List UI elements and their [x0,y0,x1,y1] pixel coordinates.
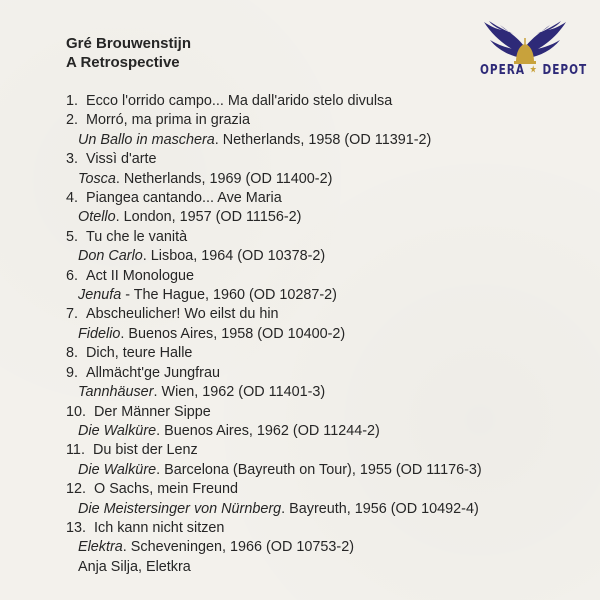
track-list [66,92,586,577]
opera-title: Jenufa [78,287,122,304]
opera-title: Die Meistersinger von Nürnberg [78,500,282,517]
track-title-line [66,403,586,422]
track-detail-line [66,325,586,344]
track-title-line [66,92,586,111]
opera-title: Tannhäuser [78,384,154,401]
recording-detail: - The Hague, 1960 (OD 10287-2) [121,287,337,304]
recording-detail: . Bayreuth, 1956 (OD 10492-4) [281,500,479,517]
credit-note: Anja Silja, Eletkra [78,558,191,575]
track-item [66,305,586,344]
track-number: 11. [66,442,85,459]
track-item [66,111,586,150]
star-icon: ★ [529,63,538,75]
track-title: Ecco l'orrido campo... Ma dall'arido stelo divulsa [86,93,393,109]
opera-title: Otello [78,209,116,226]
opera-title: Die Walküre [78,422,157,439]
track-title-line [66,305,586,324]
track-title: Vissì d'arte [86,151,157,168]
track-title: Dich, teure Halle [86,345,193,362]
track-number: 2. [66,112,79,129]
track-item [66,344,586,363]
track-title: Act II Monologue [86,267,195,284]
track-item [66,189,586,228]
track-title: Allmächt'ge Jungfrau [86,364,220,381]
track-detail-line [66,208,586,227]
track-item [66,267,586,306]
track-number: 6. [66,267,79,284]
track-title-line [66,480,586,499]
opera-title: Tosca [78,170,116,187]
track-detail-line [66,247,586,266]
track-number: 4. [66,190,79,207]
track-item [66,441,586,480]
recording-detail: . Barcelona (Bayreuth on Tour), 1955 (OD 11176-3) [156,461,482,478]
track-title: Der Männer Sippe [94,403,211,420]
track-detail-line [66,500,586,519]
artist-name: Gré Brouwenstijn [66,35,192,52]
recording-detail: . Netherlands, 1958 (OD 11391-2) [214,131,432,148]
track-number: 10. [66,403,87,420]
recording-detail: . Wien, 1962 (OD 11401-3) [153,384,326,401]
logo-word-depot: DEPOT [542,62,588,78]
track-item [66,480,586,519]
track-item [66,364,586,403]
track-title-line [66,344,586,363]
track-title: Morró, ma prima in grazia [86,112,250,129]
track-title-line [66,519,586,538]
track-title-line [66,441,586,460]
track-number: 12. [66,481,87,498]
track-title-line [66,150,586,169]
track-title: Piangea cantando... Ave Maria [86,190,282,207]
recording-detail: . London, 1957 (OD 11156-2) [115,209,302,226]
track-number: 5. [66,228,79,245]
track-title: Tu che le vanità [86,228,188,245]
track-item [66,92,586,111]
track-number: 9. [66,364,79,381]
track-title-line [66,189,586,208]
track-detail-line [66,286,586,305]
track-title: O Sachs, mein Freund [94,481,238,498]
track-item [66,403,586,442]
logo-wordmark [480,62,588,78]
track-title: Ich kann nicht sitzen [94,519,225,536]
track-detail-line [66,538,586,557]
logo-word-opera: OPERA [480,62,526,78]
album-title: A Retrospective [66,54,180,71]
track-detail-line [66,383,586,402]
recording-detail: . Buenos Aires, 1958 (OD 10400-2) [120,325,346,342]
track-title: Du bist der Lenz [92,442,198,459]
track-detail-line [66,170,586,189]
recording-detail: . Netherlands, 1969 (OD 11400-2) [115,170,333,187]
opera-title: Fidelio [78,325,121,342]
track-number: 8. [66,345,79,362]
track-title: Abscheulicher! Wo eilst du hin [86,306,279,323]
opera-depot-logo [480,20,588,92]
track-item [66,519,586,558]
opera-title: Die Walküre [78,461,157,478]
track-item [66,150,586,189]
track-title-line [66,111,586,130]
opera-title: Don Carlo [78,248,143,265]
track-title-line [66,228,586,247]
track-detail-line [66,461,586,480]
recording-detail: . Scheveningen, 1966 (OD 10753-2) [122,539,354,556]
track-number: 1. [66,93,79,109]
track-number: 3. [66,151,79,168]
recording-detail: . Buenos Aires, 1962 (OD 11244-2) [156,422,380,439]
track-detail-line [66,422,586,441]
track-item [66,228,586,267]
album-header [66,34,191,72]
track-detail-line [66,131,586,150]
track-number: 7. [66,306,79,323]
opera-title: Elektra [78,539,123,556]
track-title-line [66,267,586,286]
track-number: 13. [66,519,87,536]
opera-title: Un Ballo in maschera [78,131,215,148]
recording-detail: . Lisboa, 1964 (OD 10378-2) [142,248,326,265]
track-title-line [66,364,586,383]
